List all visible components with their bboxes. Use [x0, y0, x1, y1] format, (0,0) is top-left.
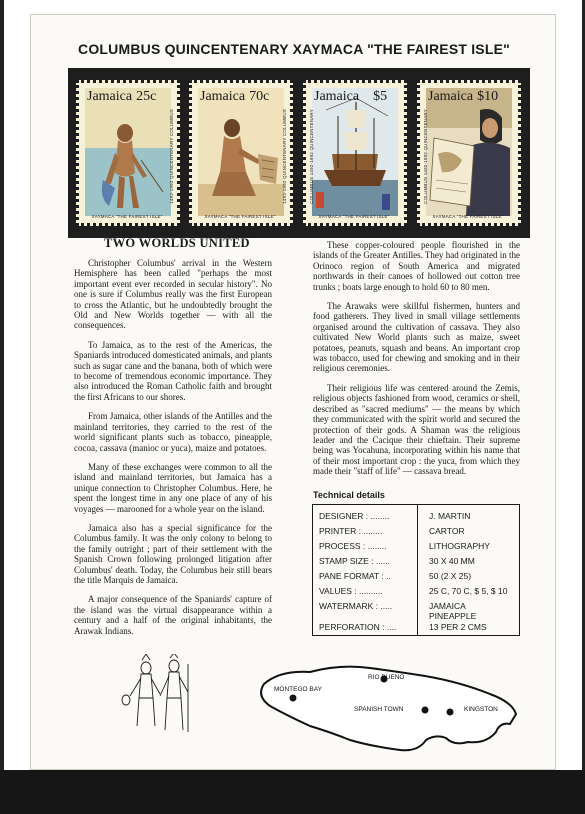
article-paragraph: Their religious life was centered around the Zemis, religious objects fashioned from wood, ceramics or shell, described as "sacred mediums" — the means by which they communicated with the spirit world and secured the protection of their gods. A Shaman was the religious leader and the Cacique their chieftain. Their supreme being was Yocahuna, incorporating within his name that of their most important crop : the yuca, from which they made their "staff of life" — cassava bread. [313, 382, 520, 477]
stamp-side-text: COLUMBUS 1492-1992 QUINCENTENARY [309, 109, 314, 204]
article-right-column [313, 240, 520, 486]
stamp-side-text: 1492-1992 QUINCENTENARY COLUMBUS [169, 109, 174, 204]
article-paragraph: These copper-coloured people flourished in the islands of the Greater Antilles. They had originated in the Orinoco region of South America and migrated northwards in their canoes of hollowed out cotton tree trunks ; boats large enough to hold 60 to 80 men. [313, 240, 520, 292]
stamp-25c [76, 80, 180, 226]
stamp-country: Jamaica $5 [314, 89, 388, 104]
article-paragraph: Jamaica also has a special significance for the Columbus family. It was the only colony to belong to the family outright ; part of their settlement with the Spanish Crown following prolonged litigation after Columbus' death. Today, the Columbus heir still bears the title Marquis de Jamaica. [74, 522, 272, 585]
sheet-left-edge [0, 0, 4, 814]
stamp-strip [68, 68, 530, 238]
row-key: DESIGNER : ........ [319, 511, 390, 521]
stamp-value: $5 [373, 89, 388, 104]
row-key: PRINTER : ........ [319, 526, 383, 536]
article-paragraph: From Jamaica, other islands of the Antilles and the mainland territories, they carried to the rest of the world significant plants such as tobacco, pineapple, cocoa, cassava (manioc or yuca), maize and potatoes. [74, 411, 272, 453]
stamp-art-columbus-portrait [426, 88, 512, 216]
stamp-art-spanish-ship [312, 88, 398, 216]
row-value: 50 (2 X 25) [429, 571, 472, 581]
row-key: WATERMARK : ..... [319, 601, 393, 611]
row-key: PANE FORMAT : .. [319, 571, 391, 581]
stamp-caption: XAYMACA "THE FAIREST ISLE" [318, 214, 390, 219]
technical-details-heading: Technical details [313, 490, 385, 500]
article-paragraph: To Jamaica, as to the rest of the Americas, the Spaniards introduced domesticated animals, and plants such as sugar cane and the banana, both of which were to become of tremendous economic importance. They also introduced the Roman Catholic faith and brought the first Africans to our shores. [74, 339, 272, 402]
stamp-caption: XAYMACA "THE FAIREST ISLE" [204, 214, 276, 219]
row-key: PERFORATION : .... [319, 622, 397, 632]
table-row [319, 571, 517, 585]
article-paragraph: The Arawaks were skillful fishermen, hunters and food gatherers. They lived in small village settlements organised around the cultivation of cassava. They also cultivated New World plants such as maize, sweet potatoes, peanuts, squash and beans. An important crop was tobacco, used for chewing and smoking and in their religious ceremonies. [313, 301, 520, 374]
article-paragraph: A major consequence of the Spaniards' capture of the island was the virtual disappearance within a century and a half of the original inhabitants, the Arawak Indians. [74, 594, 272, 636]
stamp-country: Jamaica $10 [428, 89, 499, 104]
article-paragraph: Many of these exchanges were common to all the island and mainland territories, but Jamaica has a unique connection to Christopher Columbus. Here, he spent the longest time in any one place of any of his voyages — marooned for a whole year on the island. [74, 461, 272, 514]
stamp-caption: XAYMACA "THE FAIREST ISLE" [432, 214, 504, 219]
table-row [319, 511, 517, 525]
map-label-spanish-town: SPANISH TOWN [354, 706, 404, 713]
arawak-figures-illustration [120, 654, 200, 734]
row-value: 13 PER 2 CMS [429, 622, 487, 632]
stamp-10-dollar [417, 80, 521, 226]
map-label-rio-bueno: RIO BUENO [368, 674, 405, 681]
row-key: VALUES : .......... [319, 586, 383, 596]
row-value-line-2: PINEAPPLE [429, 611, 477, 621]
stamp-value: 25c [136, 89, 157, 104]
article-left-column [74, 258, 272, 645]
stamp-country: Jamaica 25c [87, 89, 157, 104]
article-paragraph: Christopher Columbus' arrival in the Western Hemisphere has been called "perhaps the most important event ever recorded in secular history". No one is sure if Columbus really was the first European to cross the Atlantic, but he undoubtedly brought the Old and New Worlds together — with all the consequences. [74, 258, 272, 331]
row-key: STAMP SIZE : ...... [319, 556, 391, 566]
stamp-side-text: COLUMBUS 1492-1992 QUINCENTENARY [423, 109, 428, 204]
technical-details-table [312, 504, 520, 636]
table-row [319, 586, 517, 600]
row-key: PROCESS : ........ [319, 541, 387, 551]
table-row [319, 556, 517, 570]
row-value: JAMAICA [429, 601, 466, 611]
stamp-country: Jamaica 70c [200, 89, 270, 104]
stamp-value: $10 [477, 89, 499, 104]
row-value: LITHOGRAPHY [429, 541, 490, 551]
row-value: J. MARTIN [429, 511, 471, 521]
table-row [319, 526, 517, 540]
table-row [319, 541, 517, 555]
stamp-70c [189, 80, 293, 226]
stamp-caption: XAYMACA "THE FAIREST ISLE" [91, 214, 163, 219]
stamp-5-dollar [303, 80, 407, 226]
stamp-art-arawak-craftsman [198, 88, 284, 216]
article-heading: TWO WORLDS UNITED [104, 236, 250, 250]
map-label-montego-bay: MONTEGO BAY [274, 686, 322, 693]
map-label-kingston: KINGSTON [464, 706, 498, 713]
bottom-dark-band [0, 770, 585, 814]
table-row [319, 622, 517, 636]
row-value: 30 X 40 MM [429, 556, 475, 566]
stamp-side-text: 1492-1992 QUINCENTENARY COLUMBUS [282, 109, 287, 204]
row-value: CARTOR [429, 526, 465, 536]
stamp-art-arawak-fisher [85, 88, 171, 216]
table-row [319, 601, 517, 623]
stamp-value: 70c [249, 89, 270, 104]
sheet-title: COLUMBUS QUINCENTENARY XAYMACA "THE FAIREST ISLE" [78, 41, 510, 57]
jamaica-map [250, 654, 520, 760]
row-value: 25 C, 70 C, $ 5, $ 10 [429, 586, 508, 596]
